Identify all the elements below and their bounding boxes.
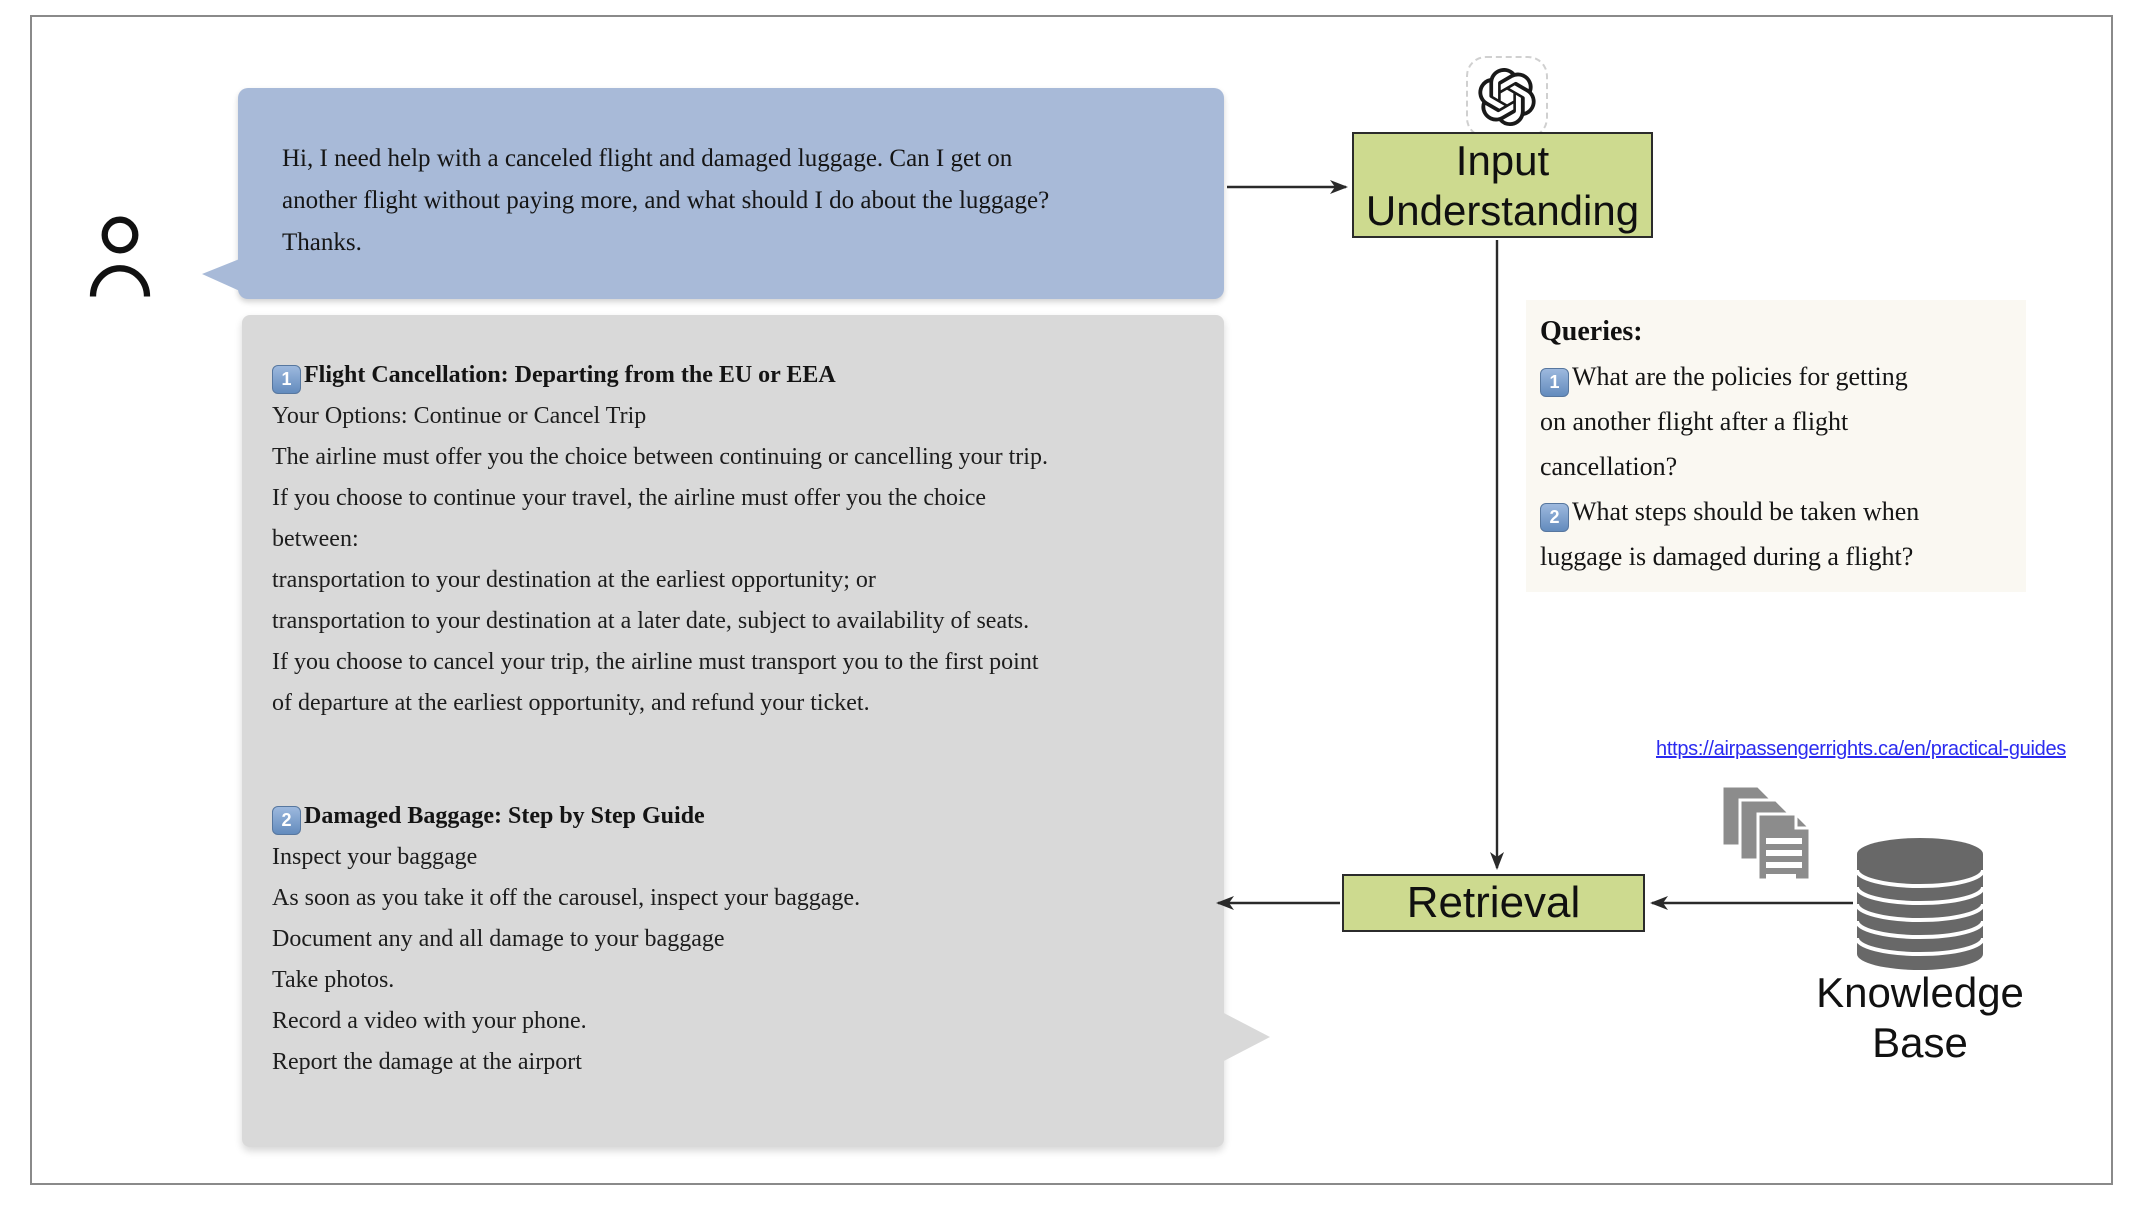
node-input-understanding: Input Understanding xyxy=(1352,132,1653,238)
badge-1-icon: 1 xyxy=(272,365,301,394)
badge-1-icon: 1 xyxy=(1540,368,1569,397)
retrieved-content-bubble xyxy=(242,315,1224,1147)
query-line: 2 What steps should be taken when xyxy=(1540,489,2012,534)
panel-text-line: Your Options: Continue or Cancel Trip xyxy=(272,403,647,429)
panel-text-line: If you choose to cancel your trip, the airline must transport you to the first point xyxy=(272,649,1039,675)
section-title: 1 Flight Cancellation: Departing from the EU or EEA xyxy=(272,355,1200,396)
user-message-text: Hi, I need help with a canceled flight and damaged luggage. Can I get on xyxy=(282,145,1013,172)
queries-heading: Queries: xyxy=(1540,316,1643,347)
user-message-text: another flight without paying more, and what should I do about the luggage? xyxy=(282,187,1050,214)
panel-text-line: between: xyxy=(272,526,359,552)
retrieved-section-damaged-baggage xyxy=(272,796,1200,1083)
query-line: on another flight after a flight xyxy=(1540,407,1849,436)
panel-text-line: Record a video with your phone. xyxy=(272,1008,587,1034)
query-line: 1 What are the policies for getting xyxy=(1540,354,2012,399)
panel-text-line: Take photos. xyxy=(272,967,395,993)
panel-text-line: Inspect your baggage xyxy=(272,844,478,870)
documents-icon xyxy=(1712,778,1824,890)
panel-text-line: The airline must offer you the choice between continuing or cancelling your trip. xyxy=(272,444,1048,470)
user-message-text: Thanks. xyxy=(282,229,362,256)
user-icon xyxy=(84,208,156,304)
panel-text-line: transportation to your destination at a later date, subject to availability of seats. xyxy=(272,608,1030,634)
badge-2-icon: 2 xyxy=(272,806,301,835)
queries-panel xyxy=(1526,300,2026,592)
knowledge-base-link[interactable]: https://airpassengerrights.ca/en/practical-guides xyxy=(1656,738,2066,760)
openai-logo-icon xyxy=(1466,56,1548,138)
user-message-bubble xyxy=(238,88,1224,299)
query-line: luggage is damaged during a flight? xyxy=(1540,542,1914,571)
panel-text-line: Report the damage at the airport xyxy=(272,1049,582,1075)
badge-2-icon: 2 xyxy=(1540,503,1569,532)
panel-text-line: of departure at the earliest opportunity, and refund your ticket. xyxy=(272,690,870,716)
retrieved-section-flight-cancellation xyxy=(272,355,1200,724)
node-retrieval: Retrieval xyxy=(1342,874,1645,932)
panel-text-line: Document any and all damage to your baggage xyxy=(272,926,725,952)
panel-text-line: As soon as you take it off the carousel, inspect your baggage. xyxy=(272,885,861,911)
panel-text-line: transportation to your destination at the earliest opportunity; or xyxy=(272,567,876,593)
user-bubble-tail xyxy=(202,258,242,292)
section-title: 2 Damaged Baggage: Step by Step Guide xyxy=(272,796,1200,837)
knowledge-base-label: Knowledge Base xyxy=(1816,969,2024,1066)
retrieved-bubble-tail xyxy=(1220,1011,1270,1063)
panel-text-line: If you choose to continue your travel, the airline must offer you the choice xyxy=(272,485,986,511)
query-line: cancellation? xyxy=(1540,452,1678,481)
database-icon xyxy=(1853,836,1987,972)
